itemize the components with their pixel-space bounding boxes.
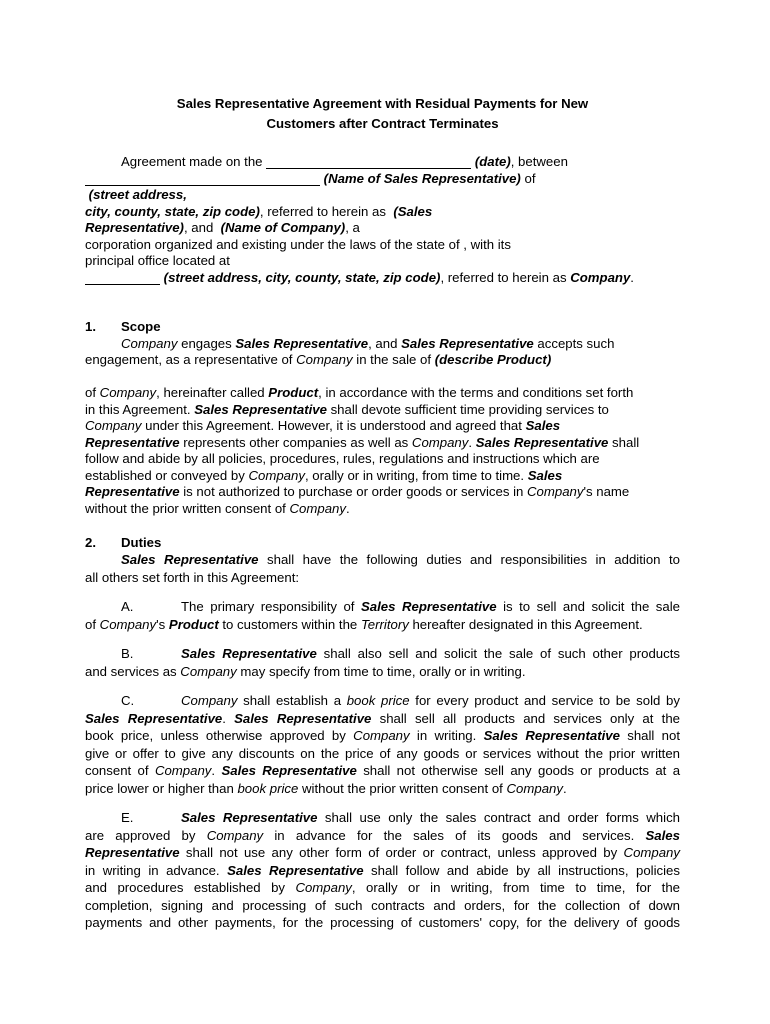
intro-line-2: [85, 171, 680, 188]
text-segment: Company: [99, 616, 157, 632]
text-segment: engagement, as a representative of: [85, 352, 297, 367]
text-segment: , orally or in writing, from time to time.: [304, 467, 528, 483]
text-segment: Company: [206, 827, 264, 843]
text-segment: established or conveyed by: [85, 467, 249, 483]
text-segment: without the prior written consent of: [298, 780, 507, 796]
text-segment: consent of: [85, 763, 155, 778]
item-e-line-6: [85, 897, 680, 915]
text-segment: book price, unless otherwise approved by: [85, 728, 354, 743]
text-segment: and services as: [85, 663, 181, 679]
text-segment: follow and abide by all policies, procedures, rules, regulations and instructions which are: [85, 451, 600, 466]
text-segment: Duties: [121, 534, 162, 550]
text-segment: Company: [570, 269, 631, 285]
text-segment: completion, signing and processing of such contracts and orders, for the collection of down: [85, 897, 680, 913]
text-segment: Sales Representative: [483, 728, 620, 743]
item-c-line-3: [85, 727, 680, 745]
text-segment: Company: [289, 500, 346, 516]
text-segment: Company: [411, 434, 469, 450]
text-segment: of: [85, 616, 100, 632]
item-c-line-6: [85, 780, 680, 798]
text-segment: Sales Representative: [85, 710, 223, 726]
title-line-2: [85, 114, 680, 134]
text-segment: Representative: [85, 434, 180, 450]
text-segment: (Name of Company): [220, 220, 346, 235]
text-segment: and procedures established by: [85, 880, 296, 895]
scope-line-9: [85, 468, 680, 485]
text-segment: Representative: [85, 845, 180, 860]
scope-line-1: [85, 336, 680, 353]
text-segment: shall follow and abide by all instructions, policies: [363, 862, 680, 878]
item-e-line-3: [85, 844, 680, 862]
text-segment: Company: [295, 880, 352, 895]
text-segment: , referred to herein as: [259, 203, 390, 219]
text-segment: (Name of Sales Representative): [323, 170, 521, 186]
text-segment: Sales Representative: [181, 810, 318, 825]
text-segment: shall have the following duties and responsibilities in addition to: [258, 552, 680, 567]
text-segment: Company: [296, 352, 353, 367]
text-segment: Company: [99, 385, 157, 400]
text-segment: may specify from time to time, orally or in writing.: [236, 663, 526, 679]
text-segment: give or offer to give any discounts on the price of any goods or services without the prior written: [85, 745, 680, 761]
text-segment: Company: [623, 845, 680, 860]
text-segment: Company: [181, 693, 238, 708]
text-segment: shall not: [619, 728, 680, 743]
text-segment: hereafter designated in this Agreement.: [408, 616, 643, 632]
text-segment: 1.: [85, 319, 96, 334]
text-segment: 2.: [85, 534, 96, 550]
text-segment: 's: [156, 616, 169, 632]
text-segment: (date): [474, 154, 511, 169]
item-e-line-1: [85, 809, 680, 827]
scope-line-7: [85, 435, 680, 452]
text-segment: (street address,: [88, 187, 187, 202]
text-segment: Sales: [525, 418, 561, 433]
text-segment: Sales Representative: [121, 552, 259, 567]
text-segment: Scope: [121, 319, 161, 334]
text-segment: Sales Representative: [221, 763, 357, 778]
text-segment: Sales Representative: [227, 862, 364, 878]
text-segment: for every product and service to be sold by: [409, 693, 680, 708]
intro-line-1: [85, 154, 680, 171]
text-segment: Sales Representative: [194, 401, 327, 417]
text-segment: Sales Representative: [401, 335, 534, 351]
duties-line-1: [85, 551, 680, 569]
text-segment: Company: [85, 418, 142, 433]
title-line-1: [85, 94, 680, 114]
blank-line: [85, 797, 680, 809]
text-segment: Sales Representative: [181, 646, 317, 661]
text-segment: Sales Representative: [235, 335, 369, 351]
text-segment: engages: [177, 335, 236, 351]
text-segment: Representative): [85, 220, 184, 235]
text-segment: Company: [154, 763, 212, 778]
item-b-line-2: [85, 663, 680, 681]
text-segment: , and: [183, 220, 217, 235]
text-segment: Territory: [360, 616, 409, 632]
text-segment: book price: [346, 693, 410, 708]
intro-line-8: [85, 270, 680, 287]
text-segment: Company: [121, 335, 178, 351]
scope-line-4: [85, 385, 680, 402]
text-segment: B.: [121, 646, 134, 661]
text-segment: city, county, state, zip code): [85, 203, 260, 219]
text-segment: under this Agreement. However, it is understood and agreed that: [141, 418, 526, 433]
intro-line-7: [85, 253, 680, 270]
scope-line-8: [85, 451, 680, 468]
text-segment: , orally or in writing, from time to time, for the: [351, 880, 680, 895]
text-segment: .: [345, 500, 350, 516]
text-segment: to customers within the: [218, 616, 361, 632]
text-segment: (describe Product): [434, 352, 552, 367]
text-segment: Sales Representative Agreement with Residual Payments for New: [176, 96, 589, 111]
text-segment: C.: [121, 693, 135, 708]
text-segment: shall establish a: [237, 693, 347, 708]
text-segment: without the prior written consent of: [85, 500, 290, 516]
date-field[interactable]: [266, 168, 471, 169]
text-segment: Company: [180, 663, 237, 679]
section-1-heading: [85, 319, 680, 336]
text-segment: principal office located at: [85, 253, 234, 268]
text-segment: .: [562, 780, 567, 796]
text-segment: Sales: [527, 467, 563, 483]
text-segment: (street address, city, county, state, zip code): [163, 269, 441, 285]
text-segment: shall also sell and solicit the sale of such other products: [316, 646, 680, 661]
intro-line-4: [85, 204, 680, 221]
item-c-line-1: [85, 692, 680, 710]
section-2-heading: [85, 534, 680, 552]
text-segment: corporation organized and existing under the laws of the state of: [85, 236, 464, 252]
text-segment: Agreement made on the: [121, 154, 267, 169]
blank-line: [85, 680, 680, 692]
document-body: [85, 94, 680, 932]
text-segment: E.: [121, 810, 134, 825]
text-segment: in the sale of: [352, 352, 435, 367]
duties-line-2: [85, 569, 680, 587]
text-segment: The primary responsibility of: [181, 599, 361, 614]
text-segment: , in accordance with the terms and conditions set forth: [318, 385, 634, 400]
text-segment: of: [85, 385, 100, 400]
text-segment: book price: [237, 780, 299, 796]
scope-line-3: [85, 369, 680, 386]
text-segment: of: [520, 170, 540, 186]
text-segment: , and: [368, 335, 402, 351]
text-segment: is not authorized to purchase or order goods or services in: [179, 484, 528, 499]
blank-line: [85, 586, 680, 598]
item-e-line-7: [85, 914, 680, 932]
text-segment: shall not otherwise sell any goods or products at a: [356, 763, 681, 778]
text-segment: shall: [608, 434, 640, 450]
item-a-line-1: [85, 598, 680, 616]
intro-line-3: [85, 187, 680, 204]
text-segment: is to sell and solicit the sale: [496, 599, 680, 614]
text-segment: in advance for the sales of its goods and services.: [263, 827, 646, 843]
text-segment: price lower or higher than: [85, 780, 238, 796]
text-segment: Company: [506, 780, 563, 796]
intro-line-5: [85, 220, 680, 237]
blank-line: [85, 633, 680, 645]
text-segment: .: [222, 710, 235, 726]
blank-line: [85, 286, 680, 319]
text-segment: , hereinafter called: [156, 385, 269, 400]
text-segment: .: [468, 434, 476, 450]
item-e-line-2: [85, 827, 680, 845]
text-segment: Product: [168, 616, 219, 632]
text-segment: Product: [268, 385, 319, 400]
text-segment: A.: [121, 599, 134, 614]
intro-line-6: [85, 237, 680, 254]
text-segment: payments and other payments, for the processing of customers' copy, for the delivery of goods: [85, 915, 680, 930]
scope-line-2: [85, 352, 680, 369]
text-segment: , between: [510, 154, 568, 169]
scope-line-6: [85, 418, 680, 435]
text-segment: Customers after Contract Terminates: [266, 116, 499, 131]
text-segment: accepts such: [533, 335, 615, 351]
text-segment: .: [211, 763, 222, 778]
text-segment: shall devote sufficient time providing services to: [326, 401, 609, 417]
item-c-line-5: [85, 762, 680, 780]
text-segment: Company: [527, 484, 584, 499]
text-segment: Company: [248, 467, 305, 483]
text-segment: Sales: [645, 827, 680, 843]
text-segment: , with its: [463, 236, 511, 252]
text-segment: in this Agreement.: [85, 401, 195, 417]
text-segment: , referred to herein as: [440, 269, 571, 285]
text-segment: Company: [353, 728, 410, 743]
office-address-field-2[interactable]: [85, 284, 160, 285]
text-segment: are approved by: [85, 827, 207, 843]
text-segment: represents other companies as well as: [179, 434, 412, 450]
text-segment: , a: [345, 220, 360, 235]
text-segment: Representative: [85, 484, 180, 499]
blank-line: [85, 134, 680, 154]
text-segment: all others set forth in this Agreement:: [85, 569, 300, 585]
scope-line-5: [85, 402, 680, 419]
scope-line-11: [85, 501, 680, 518]
item-a-line-2: [85, 616, 680, 634]
text-segment: 's name: [583, 484, 630, 499]
scope-line-10: [85, 484, 680, 501]
text-segment: .: [630, 269, 634, 285]
text-segment: Sales Representative: [475, 434, 609, 450]
text-segment: in writing in advance.: [85, 862, 228, 878]
item-e-line-4: [85, 862, 680, 880]
text-segment: [551, 352, 555, 369]
text-segment: Sales Representative: [234, 710, 372, 726]
text-segment: (Sales: [393, 203, 433, 219]
sales-rep-name-field[interactable]: [85, 185, 320, 186]
text-segment: Sales Representative: [361, 599, 497, 614]
text-segment: in writing.: [409, 728, 484, 743]
blank-line: [85, 517, 680, 534]
text-segment: shall sell all products and services only at the: [371, 710, 680, 726]
item-b-line-1: [85, 645, 680, 663]
item-e-line-5: [85, 879, 680, 897]
item-c-line-4: [85, 745, 680, 763]
text-segment: shall use only the sales contract and order forms which: [317, 810, 680, 825]
text-segment: shall not use any other form of order or contract, unless approved by: [179, 845, 624, 860]
item-c-line-2: [85, 710, 680, 728]
